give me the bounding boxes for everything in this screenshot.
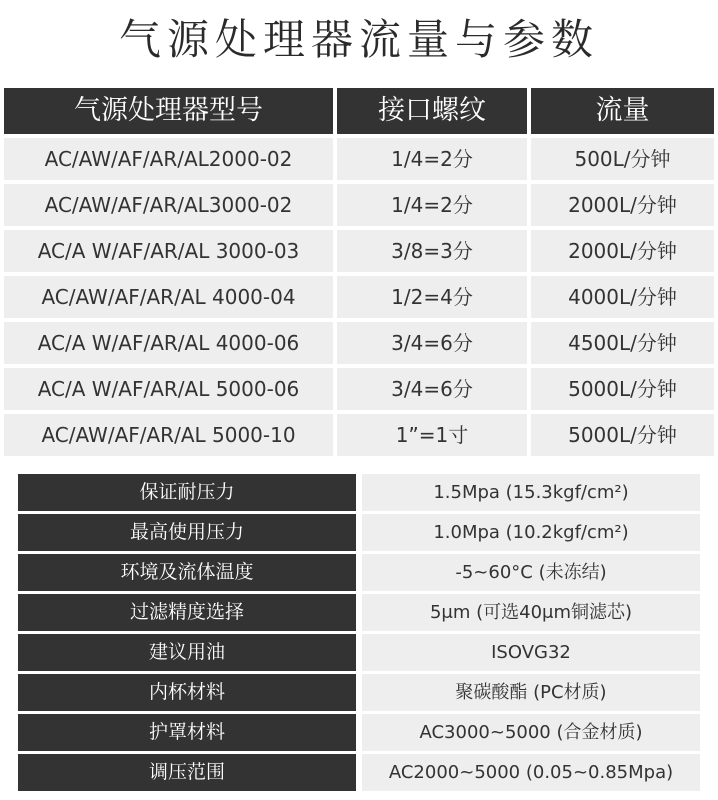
thread-cell: 1/2=4分 [337, 276, 527, 318]
model-cell: AC/AW/AF/AR/AL3000-02 [4, 184, 333, 226]
table-row [0, 322, 718, 364]
thread-cell: 1”=1寸 [337, 414, 527, 456]
model-cell: AC/A W/AF/AR/AL 4000-06 [4, 322, 333, 364]
model-cell: AC/AW/AF/AR/AL2000-02 [4, 138, 333, 180]
param-value: 1.0Mpa (10.2kgf/cm²) [362, 514, 700, 551]
thread-cell: 3/4=6分 [337, 322, 527, 364]
param-label: 过滤精度选择 [18, 594, 356, 631]
flow-cell: 4500L/分钟 [531, 322, 714, 364]
header-thread: 接口螺纹 [337, 88, 527, 134]
table-row [0, 368, 718, 410]
param-label: 护罩材料 [18, 714, 356, 751]
flow-cell: 4000L/分钟 [531, 276, 714, 318]
param-value: -5~60°C (未冻结) [362, 554, 700, 591]
param-label: 最高使用压力 [18, 514, 356, 551]
param-row [0, 714, 718, 751]
model-cell: AC/A W/AF/AR/AL 5000-06 [4, 368, 333, 410]
table-header-row [0, 88, 718, 130]
thread-cell: 1/4=2分 [337, 184, 527, 226]
model-cell: AC/A W/AF/AR/AL 3000-03 [4, 230, 333, 272]
thread-cell: 3/8=3分 [337, 230, 527, 272]
param-row [0, 634, 718, 671]
param-row [0, 594, 718, 631]
param-label: 调压范围 [18, 754, 356, 791]
table-row [0, 414, 718, 456]
flow-cell: 5000L/分钟 [531, 414, 714, 456]
param-value: 1.5Mpa (15.3kgf/cm²) [362, 474, 700, 511]
param-label: 环境及流体温度 [18, 554, 356, 591]
param-row [0, 554, 718, 591]
param-value: 聚碳酸酯 (PC材质) [362, 674, 700, 711]
param-row [0, 474, 718, 511]
header-flow: 流量 [531, 88, 714, 134]
thread-cell: 1/4=2分 [337, 138, 527, 180]
flow-cell: 500L/分钟 [531, 138, 714, 180]
thread-cell: 3/4=6分 [337, 368, 527, 410]
param-label: 保证耐压力 [18, 474, 356, 511]
param-row [0, 754, 718, 791]
header-model: 气源处理器型号 [4, 88, 333, 134]
param-value: AC2000~5000 (0.05~0.85Mpa) [362, 754, 700, 791]
model-cell: AC/AW/AF/AR/AL 5000-10 [4, 414, 333, 456]
table-row [0, 184, 718, 226]
page-title: 气源处理器流量与参数 [118, 15, 599, 64]
model-cell: AC/AW/AF/AR/AL 4000-04 [4, 276, 333, 318]
param-label: 建议用油 [18, 634, 356, 671]
param-row [0, 514, 718, 551]
table-row [0, 276, 718, 318]
param-label: 内杯材料 [18, 674, 356, 711]
param-value: ISOVG32 [362, 634, 700, 671]
param-value: 5μm (可选40μm铜滤芯) [362, 594, 700, 631]
flow-cell: 2000L/分钟 [531, 184, 714, 226]
table-row [0, 230, 718, 272]
param-row [0, 674, 718, 711]
flow-cell: 2000L/分钟 [531, 230, 714, 272]
param-value: AC3000~5000 (合金材质) [362, 714, 700, 751]
table-row [0, 138, 718, 180]
flow-cell: 5000L/分钟 [531, 368, 714, 410]
